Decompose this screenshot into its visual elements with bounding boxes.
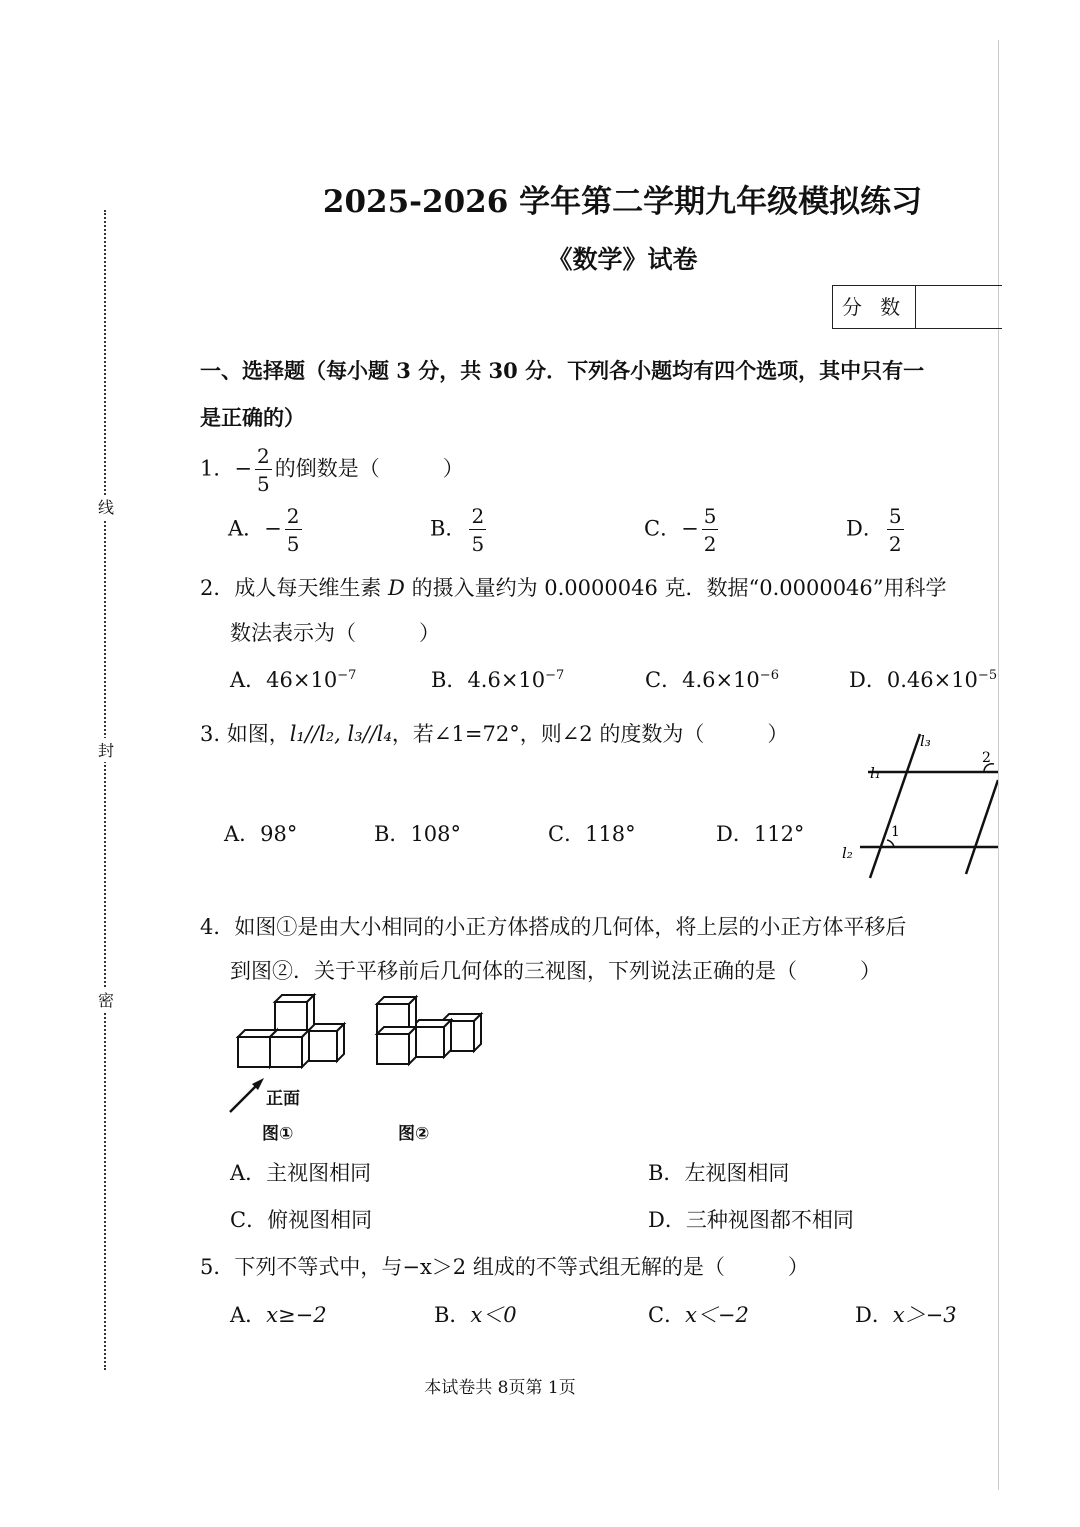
q3-parallel-lines-figure xyxy=(836,728,998,888)
q5-option-d[interactable] xyxy=(855,1299,957,1329)
figure-2-cubes xyxy=(377,997,481,1064)
option-label: B． xyxy=(434,1303,471,1327)
option-label: D． xyxy=(846,516,884,541)
q1-option-c[interactable] xyxy=(644,506,721,554)
q2-option-b[interactable] xyxy=(431,664,564,694)
q1-number: 1． xyxy=(200,456,235,481)
q1-option-a[interactable] xyxy=(228,506,305,554)
q1-frac-den: 5 xyxy=(256,472,270,496)
option-label: B． xyxy=(648,1161,685,1185)
q3-option-c[interactable] xyxy=(548,818,636,848)
option-exponent: −7 xyxy=(337,668,357,683)
front-label: 正面 xyxy=(266,1089,300,1109)
option-value: x＜−2 xyxy=(685,1303,749,1327)
option-label: A． xyxy=(224,822,261,846)
option-fraction xyxy=(469,506,486,554)
option-label: D． xyxy=(648,1208,686,1232)
frac-den: 5 xyxy=(286,532,300,556)
q3-option-d[interactable] xyxy=(716,818,804,848)
question-4: 4．如图①是由大小相同的小正方体搭成的几何体，将上层的小正方体平移后 xyxy=(200,915,907,939)
frac-num: 5 xyxy=(703,504,717,528)
option-sign: − xyxy=(681,516,699,541)
option-label: D． xyxy=(849,668,887,692)
frac-den: 2 xyxy=(703,532,717,556)
option-label: D． xyxy=(855,1303,893,1327)
label-l2: l₂ xyxy=(842,844,853,862)
option-value: 118° xyxy=(585,822,636,846)
q5-option-c[interactable] xyxy=(648,1299,749,1329)
option-value: 112° xyxy=(753,822,805,846)
q3-lines: l₁//l₂, l₃//l₄ xyxy=(289,722,392,746)
option-fraction xyxy=(285,506,302,554)
question-4-cont: 到图②．关于平移前后几何体的三视图，下列说法正确的是（ ） xyxy=(230,959,881,983)
q3-text-a: 3. 如图， xyxy=(200,722,290,746)
q1-option-d[interactable] xyxy=(846,506,907,554)
binding-margin-dotted-line xyxy=(104,210,106,1370)
option-label: C． xyxy=(644,516,682,541)
option-base: 0.46×10 xyxy=(886,668,978,692)
score-cell[interactable] xyxy=(916,286,1002,328)
figure-1-cubes xyxy=(238,995,344,1067)
q3-text-c: ，若∠1=72°，则∠2 的度数为（ ） xyxy=(391,722,789,746)
option-label: B． xyxy=(431,668,468,692)
option-label: A． xyxy=(230,1161,267,1185)
option-value: 108° xyxy=(410,822,462,846)
option-fraction xyxy=(702,506,719,554)
option-value: 主视图相同 xyxy=(266,1161,372,1185)
q4-option-c[interactable] xyxy=(230,1204,372,1234)
score-label: 分 数 xyxy=(833,286,916,328)
q1-fraction xyxy=(255,446,272,494)
frac-den: 2 xyxy=(888,532,902,556)
q5-option-a[interactable] xyxy=(230,1299,327,1329)
question-2 xyxy=(200,572,998,602)
option-base: 4.6×10 xyxy=(467,668,546,692)
option-label: B． xyxy=(374,822,411,846)
figure-2-caption: 图② xyxy=(398,1124,430,1144)
option-value: 俯视图相同 xyxy=(267,1208,373,1232)
figure-1-caption: 图① xyxy=(262,1124,294,1144)
option-value: x＞−3 xyxy=(892,1303,957,1327)
q2-option-a[interactable] xyxy=(230,664,356,694)
question-1 xyxy=(200,446,464,494)
q1-minus: − xyxy=(234,456,252,481)
line-l4 xyxy=(966,780,998,874)
q3-option-b[interactable] xyxy=(374,818,461,848)
option-exponent: −5 xyxy=(977,668,998,683)
q3-option-a[interactable] xyxy=(224,818,297,848)
option-value: x＜0 xyxy=(470,1303,517,1327)
question-5: 5．下列不等式中，与−x＞2 组成的不等式组无解的是（ ） xyxy=(200,1255,809,1279)
option-label: A． xyxy=(230,668,267,692)
option-label: A． xyxy=(228,516,265,541)
q5-option-b[interactable] xyxy=(434,1299,517,1329)
option-label: C． xyxy=(648,1303,686,1327)
option-base: 46×10 xyxy=(266,668,338,692)
frac-den: 5 xyxy=(471,532,485,556)
option-base: 4.6×10 xyxy=(682,668,760,692)
option-label: C． xyxy=(230,1208,268,1232)
q4-option-a[interactable] xyxy=(230,1157,371,1187)
margin-label-seal: 封 xyxy=(94,738,118,762)
page-title: 2025-2026 学年第二学期九年级模拟练习 xyxy=(322,184,923,220)
option-label: C． xyxy=(645,668,683,692)
frac-num: 2 xyxy=(286,504,300,528)
q1-frac-num: 2 xyxy=(256,444,270,468)
q4-option-d[interactable] xyxy=(648,1204,854,1234)
q2-option-c[interactable] xyxy=(645,664,779,694)
option-value: x≥−2 xyxy=(266,1303,327,1327)
option-sign: − xyxy=(264,516,282,541)
option-label: D． xyxy=(716,822,754,846)
frac-num: 2 xyxy=(471,504,485,528)
q2-var: D xyxy=(388,576,405,600)
option-value: 左视图相同 xyxy=(684,1161,790,1185)
option-label: A． xyxy=(230,1303,267,1327)
section-heading-cont: 是正确的） xyxy=(200,405,305,430)
q1-text: 的倒数是（ ） xyxy=(274,456,464,481)
page-subtitle: 《数学》试卷 xyxy=(547,245,698,274)
option-value: 98° xyxy=(260,822,298,846)
q4-option-b[interactable] xyxy=(648,1157,789,1187)
q2-text-b: 的摄入量约为 0.0000046 克．数据“0.0000046”用科学 xyxy=(404,576,947,600)
margin-label-secret: 密 xyxy=(94,988,118,1012)
margin-label-line: 线 xyxy=(94,495,118,519)
option-label: C． xyxy=(548,822,586,846)
option-exponent: −7 xyxy=(545,668,565,683)
question-2-cont: 数法表示为（ ） xyxy=(230,621,440,645)
option-exponent: −6 xyxy=(759,668,779,683)
option-label: B． xyxy=(430,516,467,541)
label-l1: l₁ xyxy=(870,764,881,782)
frac-num: 5 xyxy=(888,504,902,528)
score-box xyxy=(832,285,1002,329)
option-value: 三种视图都不相同 xyxy=(685,1208,854,1232)
q2-text-a: 2．成人每天维生素 xyxy=(200,576,389,600)
option-fraction xyxy=(887,506,904,554)
q1-option-b[interactable] xyxy=(430,506,489,554)
section-heading: 一、选择题（每小题 3 分，共 30 分．下列各小题均有四个选项，其中只有一 xyxy=(200,358,925,383)
label-angle-2: 2 xyxy=(982,750,991,766)
label-angle-1: 1 xyxy=(891,824,900,840)
question-3 xyxy=(200,718,788,748)
line-l3 xyxy=(870,734,920,878)
q2-option-d[interactable] xyxy=(849,664,999,694)
page-footer: 本试卷共 8页第 1页 xyxy=(424,1378,576,1398)
label-l3: l₃ xyxy=(920,732,931,750)
